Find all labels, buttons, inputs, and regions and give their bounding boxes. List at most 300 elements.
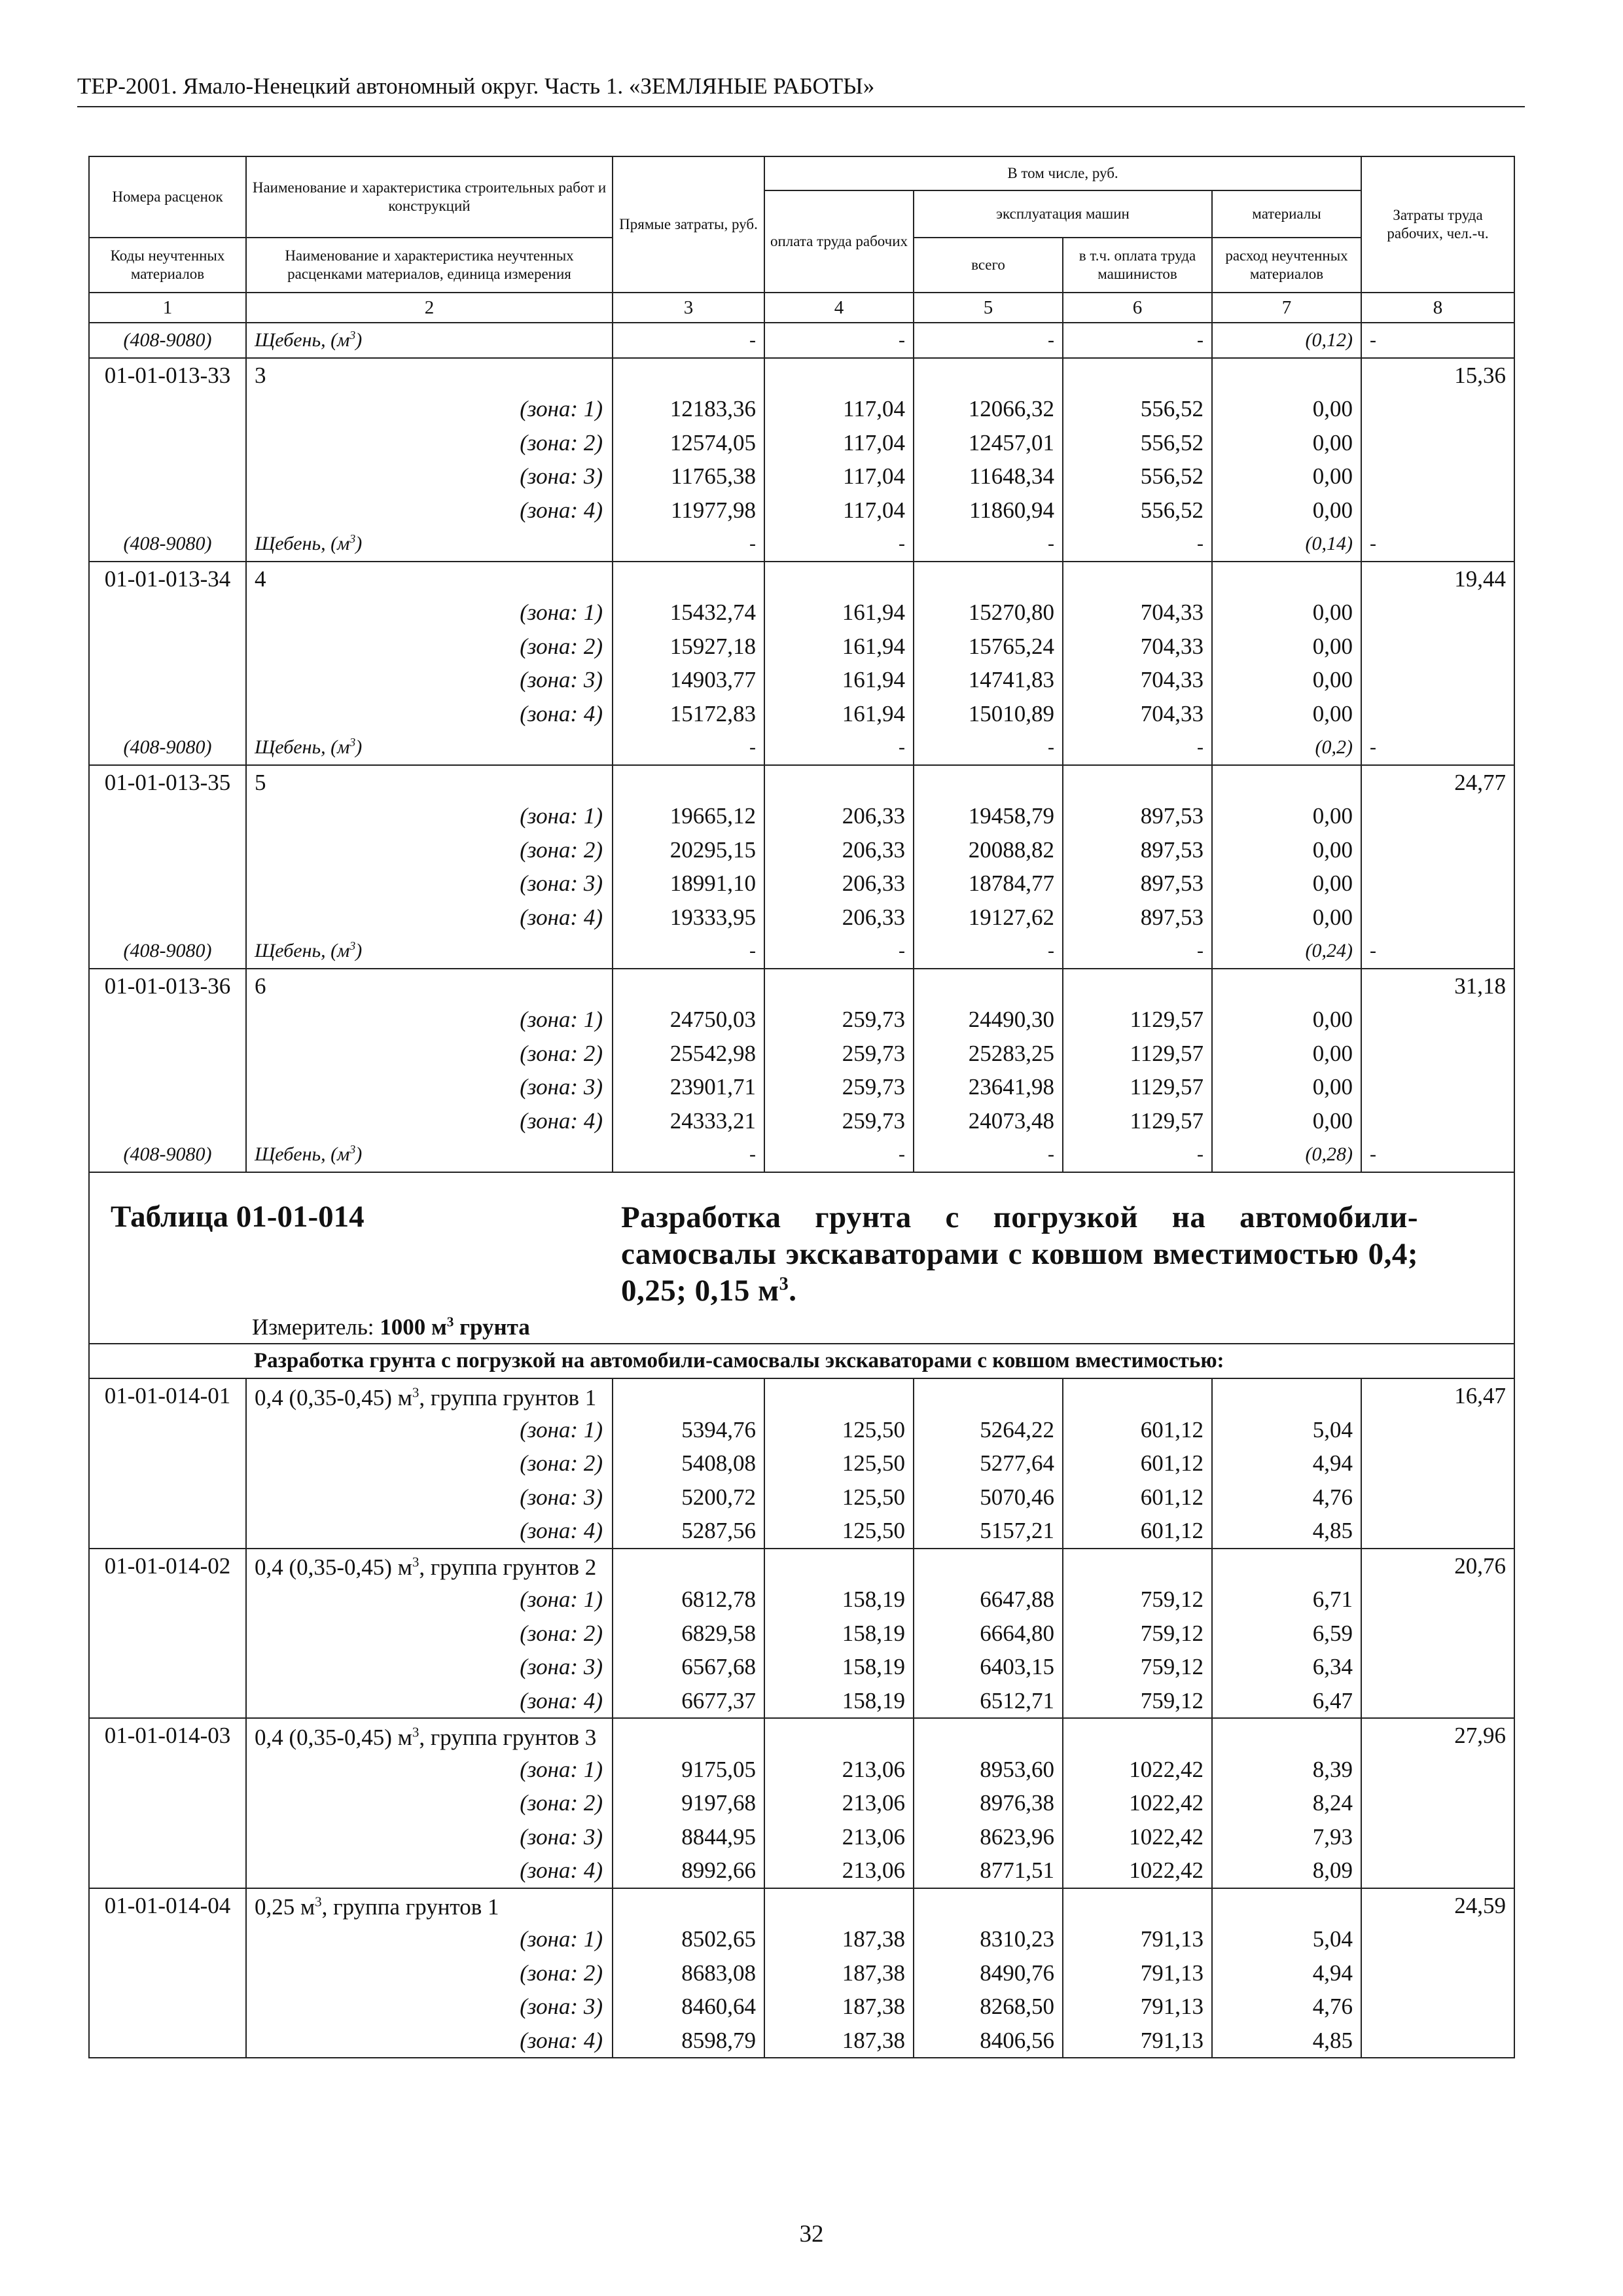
labor-costs: 27,96 xyxy=(1361,1718,1514,1753)
empty-cell xyxy=(613,562,764,596)
direct-costs: 15927,18 xyxy=(613,630,764,664)
operator-pay: 704,33 xyxy=(1063,697,1212,731)
operator-pay: 556,52 xyxy=(1063,392,1212,426)
operator-pay: 791,13 xyxy=(1063,2024,1212,2058)
empty-cell xyxy=(613,969,764,1003)
machine-total: 15270,80 xyxy=(914,596,1063,630)
header-labor-pay: оплата труда рабочих xyxy=(764,190,914,293)
material-code: (408-9080) xyxy=(89,730,246,765)
direct-costs: 8502,65 xyxy=(613,1922,764,1956)
zone-row xyxy=(89,1104,1514,1138)
empty-cell xyxy=(764,562,914,596)
labor-pay: 259,73 xyxy=(764,1070,914,1104)
operator-pay: 897,53 xyxy=(1063,901,1212,935)
zone-label: (зона: 1) xyxy=(246,1413,613,1447)
col-number: 5 xyxy=(914,293,1063,323)
zone-label: (зона: 2) xyxy=(246,1786,613,1820)
material-dash: - xyxy=(1063,1138,1212,1172)
zone-label: (зона: 3) xyxy=(246,459,613,493)
empty-cell xyxy=(1361,1820,1514,1854)
labor-pay: 161,94 xyxy=(764,697,914,731)
empty-cell xyxy=(89,392,246,426)
material-name: Щебень, $(м^3)$ xyxy=(246,934,613,969)
zone-row xyxy=(89,596,1514,630)
empty-cell xyxy=(89,596,246,630)
direct-costs: 8683,08 xyxy=(613,1956,764,1990)
col-number: 3 xyxy=(613,293,764,323)
rate-name: 0,4 (0,35-0,45) $м^3$, группа грунтов 1 xyxy=(246,1378,613,1413)
operator-pay: 759,12 xyxy=(1063,1684,1212,1719)
operator-pay: 897,53 xyxy=(1063,867,1212,901)
material-consumption: 4,94 xyxy=(1212,1446,1361,1480)
labor-pay: 125,50 xyxy=(764,1413,914,1447)
empty-cell xyxy=(89,1104,246,1138)
empty-cell xyxy=(1361,1786,1514,1820)
direct-costs: 15172,83 xyxy=(613,697,764,731)
machine-total: 8310,23 xyxy=(914,1922,1063,1956)
operator-pay: 759,12 xyxy=(1063,1617,1212,1651)
table-label: Таблица 01-01-014 xyxy=(111,1199,365,1234)
operator-pay: 897,53 xyxy=(1063,799,1212,833)
operator-pay: 791,13 xyxy=(1063,1990,1212,2024)
empty-cell xyxy=(89,1684,246,1719)
zone-row xyxy=(89,1617,1514,1651)
direct-costs: 19333,95 xyxy=(613,901,764,935)
empty-cell xyxy=(1361,596,1514,630)
rates-table-wrapper xyxy=(88,156,1514,2058)
direct-costs: 24750,03 xyxy=(613,1003,764,1037)
direct-costs: 8598,79 xyxy=(613,2024,764,2058)
machine-total: 20088,82 xyxy=(914,833,1063,867)
operator-pay: 759,12 xyxy=(1063,1650,1212,1684)
zone-label: (зона: 2) xyxy=(246,1037,613,1071)
material-name: Щебень, $(м^3)$ xyxy=(246,730,613,765)
material-consumption: 0,00 xyxy=(1212,392,1361,426)
labor-pay: 213,06 xyxy=(764,1820,914,1854)
operator-pay: 556,52 xyxy=(1063,426,1212,460)
empty-cell xyxy=(1063,1888,1212,1923)
labor-pay: 125,50 xyxy=(764,1514,914,1549)
labor-pay: 213,06 xyxy=(764,1854,914,1888)
operator-pay: 1022,42 xyxy=(1063,1854,1212,1888)
machine-total: 12457,01 xyxy=(914,426,1063,460)
empty-cell xyxy=(89,493,246,528)
material-row xyxy=(89,730,1514,765)
zone-row xyxy=(89,1786,1514,1820)
labor-pay: 187,38 xyxy=(764,1956,914,1990)
zone-label: (зона: 1) xyxy=(246,1003,613,1037)
empty-cell xyxy=(1361,1753,1514,1787)
header-total: всего xyxy=(914,238,1063,293)
empty-cell xyxy=(89,1003,246,1037)
header-including: В том числе, руб. xyxy=(764,156,1361,190)
material-consumption: 0,00 xyxy=(1212,1037,1361,1071)
material-dash: - xyxy=(764,934,914,969)
direct-costs: 6829,58 xyxy=(613,1617,764,1651)
material-consumption: 0,00 xyxy=(1212,459,1361,493)
material-consumption: 4,94 xyxy=(1212,1956,1361,1990)
empty-cell xyxy=(1212,358,1361,393)
empty-cell xyxy=(1361,392,1514,426)
empty-cell xyxy=(1212,1888,1361,1923)
rate-code: 01-01-014-03 xyxy=(89,1718,246,1753)
labor-costs: 20,76 xyxy=(1361,1549,1514,1583)
material-dash: - xyxy=(914,323,1063,358)
material-tail: - xyxy=(1361,527,1514,562)
machine-total: 8771,51 xyxy=(914,1854,1063,1888)
machine-total: 8976,38 xyxy=(914,1786,1063,1820)
zone-label: (зона: 4) xyxy=(246,493,613,528)
material-consumption: 0,00 xyxy=(1212,1104,1361,1138)
zone-row xyxy=(89,459,1514,493)
labor-pay: 161,94 xyxy=(764,630,914,664)
operator-pay: 1129,57 xyxy=(1063,1104,1212,1138)
machine-total: 8953,60 xyxy=(914,1753,1063,1787)
direct-costs: 12183,36 xyxy=(613,392,764,426)
labor-pay: 259,73 xyxy=(764,1104,914,1138)
material-consumption: 8,39 xyxy=(1212,1753,1361,1787)
machine-total: 8490,76 xyxy=(914,1956,1063,1990)
empty-cell xyxy=(1063,1549,1212,1583)
machine-total: 5264,22 xyxy=(914,1413,1063,1447)
rate-row xyxy=(89,1718,1514,1753)
labor-pay: 158,19 xyxy=(764,1650,914,1684)
rate-row xyxy=(89,1549,1514,1583)
header-direct-costs: Прямые затраты, руб. xyxy=(613,156,764,293)
zone-label: (зона: 3) xyxy=(246,663,613,697)
zone-row xyxy=(89,493,1514,528)
zone-label: (зона: 2) xyxy=(246,1446,613,1480)
zone-row xyxy=(89,426,1514,460)
rate-code: 01-01-014-02 xyxy=(89,1549,246,1583)
zone-row xyxy=(89,1753,1514,1787)
empty-cell xyxy=(89,1786,246,1820)
machine-total: 5277,64 xyxy=(914,1446,1063,1480)
empty-cell xyxy=(914,562,1063,596)
material-dash: - xyxy=(1063,730,1212,765)
empty-cell xyxy=(1361,663,1514,697)
direct-costs: 20295,15 xyxy=(613,833,764,867)
zone-label: (зона: 1) xyxy=(246,1922,613,1956)
operator-pay: 704,33 xyxy=(1063,596,1212,630)
direct-costs: 6567,68 xyxy=(613,1650,764,1684)
empty-cell xyxy=(89,1650,246,1684)
zone-row xyxy=(89,1413,1514,1447)
zone-label: (зона: 3) xyxy=(246,1070,613,1104)
zone-label: (зона: 3) xyxy=(246,1990,613,2024)
operator-pay: 601,12 xyxy=(1063,1480,1212,1515)
labor-pay: 213,06 xyxy=(764,1753,914,1787)
rate-code: 01-01-013-36 xyxy=(89,969,246,1003)
rate-row xyxy=(89,969,1514,1003)
empty-cell xyxy=(89,799,246,833)
empty-cell xyxy=(89,1037,246,1071)
rate-row xyxy=(89,765,1514,800)
direct-costs: 6677,37 xyxy=(613,1684,764,1719)
labor-pay: 206,33 xyxy=(764,867,914,901)
material-code: (408-9080) xyxy=(89,934,246,969)
header-machine-operation: эксплуатация машин xyxy=(914,190,1212,238)
col-number: 2 xyxy=(246,293,613,323)
rate-name: 0,25 $м^3$, группа грунтов 1 xyxy=(246,1888,613,1923)
zone-row xyxy=(89,1854,1514,1888)
operator-pay: 791,13 xyxy=(1063,1922,1212,1956)
machine-total: 15765,24 xyxy=(914,630,1063,664)
labor-pay: 206,33 xyxy=(764,833,914,867)
labor-pay: 125,50 xyxy=(764,1446,914,1480)
empty-cell xyxy=(1361,1104,1514,1138)
labor-costs: 24,59 xyxy=(1361,1888,1514,1923)
empty-cell xyxy=(1361,833,1514,867)
zone-label: (зона: 2) xyxy=(246,833,613,867)
empty-cell xyxy=(89,1956,246,1990)
empty-cell xyxy=(1361,1956,1514,1990)
zone-label: (зона: 2) xyxy=(246,426,613,460)
zone-row xyxy=(89,1070,1514,1104)
material-dash: - xyxy=(613,527,764,562)
material-consumption: 4,76 xyxy=(1212,1480,1361,1515)
rates-table xyxy=(88,156,1515,2058)
material-consumption: 0,00 xyxy=(1212,867,1361,901)
material-consumption: 6,47 xyxy=(1212,1684,1361,1719)
machine-total: 19127,62 xyxy=(914,901,1063,935)
labor-costs: 31,18 xyxy=(1361,969,1514,1003)
zone-row xyxy=(89,1990,1514,2024)
labor-pay: 125,50 xyxy=(764,1480,914,1515)
machine-total: 11860,94 xyxy=(914,493,1063,528)
empty-cell xyxy=(764,969,914,1003)
header-materials: материалы xyxy=(1212,190,1361,238)
machine-total: 5070,46 xyxy=(914,1480,1063,1515)
empty-cell xyxy=(914,969,1063,1003)
empty-cell xyxy=(89,833,246,867)
empty-cell xyxy=(914,1718,1063,1753)
material-consumption: 6,71 xyxy=(1212,1583,1361,1617)
empty-cell xyxy=(1063,358,1212,393)
table-heading xyxy=(89,1172,1514,1344)
machine-total: 8406,56 xyxy=(914,2024,1063,2058)
header-labor-costs: Затраты труда рабочих, чел.-ч. xyxy=(1361,156,1514,293)
operator-pay: 1129,57 xyxy=(1063,1003,1212,1037)
empty-cell xyxy=(764,358,914,393)
empty-cell xyxy=(89,697,246,731)
zone-label: (зона: 2) xyxy=(246,1617,613,1651)
rate-row xyxy=(89,1378,1514,1413)
zone-label: (зона: 4) xyxy=(246,1514,613,1549)
material-consumption: 0,00 xyxy=(1212,1003,1361,1037)
empty-cell xyxy=(89,1753,246,1787)
machine-total: 19458,79 xyxy=(914,799,1063,833)
empty-cell xyxy=(89,2024,246,2058)
rate-code: 01-01-013-35 xyxy=(89,765,246,800)
operator-pay: 759,12 xyxy=(1063,1583,1212,1617)
empty-cell xyxy=(613,358,764,393)
zone-row xyxy=(89,2024,1514,2058)
material-code: (408-9080) xyxy=(89,1138,246,1172)
material-name: Щебень, $(м^3)$ xyxy=(246,323,613,358)
empty-cell xyxy=(1361,1650,1514,1684)
zone-label: (зона: 1) xyxy=(246,1583,613,1617)
labor-pay: 117,04 xyxy=(764,426,914,460)
material-dash: - xyxy=(1063,323,1212,358)
empty-cell xyxy=(1361,799,1514,833)
operator-pay: 704,33 xyxy=(1063,663,1212,697)
material-dash: - xyxy=(914,527,1063,562)
direct-costs: 9175,05 xyxy=(613,1753,764,1787)
table-description: Разработка грунта с погрузкой на автомобили-самосвалы экскаваторами с ковшом вместимостью 0,4; 0,25; 0,15 $м^3$. xyxy=(621,1200,1418,1308)
empty-cell xyxy=(1212,1549,1361,1583)
zone-row xyxy=(89,1684,1514,1719)
zone-row xyxy=(89,1037,1514,1071)
zone-row xyxy=(89,663,1514,697)
empty-cell xyxy=(1361,901,1514,935)
empty-cell xyxy=(1361,459,1514,493)
empty-cell xyxy=(1212,1378,1361,1413)
labor-pay: 158,19 xyxy=(764,1684,914,1719)
table-measure: Измеритель: 1000 $м^3$ грунта xyxy=(252,1313,530,1340)
empty-cell xyxy=(1361,1003,1514,1037)
operator-pay: 1022,42 xyxy=(1063,1786,1212,1820)
empty-cell xyxy=(1361,1583,1514,1617)
operator-pay: 556,52 xyxy=(1063,459,1212,493)
material-tail: - xyxy=(1361,730,1514,765)
zone-row xyxy=(89,1956,1514,1990)
empty-cell xyxy=(1212,969,1361,1003)
material-dash: - xyxy=(764,1138,914,1172)
operator-pay: 897,53 xyxy=(1063,833,1212,867)
zone-row xyxy=(89,1446,1514,1480)
material-consumption: 0,00 xyxy=(1212,901,1361,935)
empty-cell xyxy=(89,663,246,697)
empty-cell xyxy=(89,1583,246,1617)
empty-cell xyxy=(89,1617,246,1651)
rate-code: 01-01-013-34 xyxy=(89,562,246,596)
material-consumption: 8,24 xyxy=(1212,1786,1361,1820)
page-number: 32 xyxy=(799,2221,824,2248)
zone-row xyxy=(89,901,1514,935)
empty-cell xyxy=(914,765,1063,800)
labor-pay: 187,38 xyxy=(764,2024,914,2058)
machine-total: 24490,30 xyxy=(914,1003,1063,1037)
rate-code: 01-01-013-33 xyxy=(89,358,246,393)
machine-total: 15010,89 xyxy=(914,697,1063,731)
col-number: 7 xyxy=(1212,293,1361,323)
labor-pay: 187,38 xyxy=(764,1990,914,2024)
direct-costs: 24333,21 xyxy=(613,1104,764,1138)
material-row xyxy=(89,527,1514,562)
material-value: (0,12) xyxy=(1212,323,1361,358)
material-tail: - xyxy=(1361,934,1514,969)
material-consumption: 7,93 xyxy=(1212,1820,1361,1854)
direct-costs: 23901,71 xyxy=(613,1070,764,1104)
empty-cell xyxy=(1063,969,1212,1003)
direct-costs: 5200,72 xyxy=(613,1480,764,1515)
direct-costs: 11765,38 xyxy=(613,459,764,493)
machine-total: 24073,48 xyxy=(914,1104,1063,1138)
labor-pay: 161,94 xyxy=(764,596,914,630)
machine-total: 6512,71 xyxy=(914,1684,1063,1719)
empty-cell xyxy=(89,1480,246,1515)
empty-cell xyxy=(1361,1446,1514,1480)
empty-cell xyxy=(1212,765,1361,800)
col-number: 4 xyxy=(764,293,914,323)
direct-costs: 5408,08 xyxy=(613,1446,764,1480)
labor-costs: 15,36 xyxy=(1361,358,1514,393)
col-number: 6 xyxy=(1063,293,1212,323)
zone-label: (зона: 1) xyxy=(246,799,613,833)
zone-row xyxy=(89,1820,1514,1854)
operator-pay: 601,12 xyxy=(1063,1446,1212,1480)
section-title: Разработка грунта с погрузкой на автомобили-самосвалы экскаваторами с ковшом вместимостью: xyxy=(246,1344,1514,1379)
operator-pay: 601,12 xyxy=(1063,1413,1212,1447)
labor-pay: 117,04 xyxy=(764,459,914,493)
direct-costs: 14903,77 xyxy=(613,663,764,697)
rate-name: 6 xyxy=(246,969,613,1003)
material-name: Щебень, $(м^3)$ xyxy=(246,527,613,562)
rate-code: 01-01-014-04 xyxy=(89,1888,246,1923)
zone-label: (зона: 3) xyxy=(246,1480,613,1515)
zone-label: (зона: 4) xyxy=(246,1684,613,1719)
operator-pay: 1129,57 xyxy=(1063,1070,1212,1104)
zone-label: (зона: 3) xyxy=(246,1650,613,1684)
material-consumption: 0,00 xyxy=(1212,630,1361,664)
material-consumption: 0,00 xyxy=(1212,833,1361,867)
material-consumption: 0,00 xyxy=(1212,1070,1361,1104)
labor-pay: 158,19 xyxy=(764,1583,914,1617)
empty-cell xyxy=(1063,1718,1212,1753)
empty-cell xyxy=(1063,765,1212,800)
direct-costs: 5394,76 xyxy=(613,1413,764,1447)
machine-total: 8268,50 xyxy=(914,1990,1063,2024)
operator-pay: 1022,42 xyxy=(1063,1820,1212,1854)
rate-name: 5 xyxy=(246,765,613,800)
operator-pay: 601,12 xyxy=(1063,1514,1212,1549)
rate-name: 3 xyxy=(246,358,613,393)
material-dash: - xyxy=(1063,527,1212,562)
empty-cell xyxy=(1361,1990,1514,2024)
material-dash: - xyxy=(914,1138,1063,1172)
material-dash: - xyxy=(613,934,764,969)
labor-pay: 259,73 xyxy=(764,1037,914,1071)
material-tail: - xyxy=(1361,1138,1514,1172)
material-consumption: 6,59 xyxy=(1212,1617,1361,1651)
empty-cell xyxy=(1361,1037,1514,1071)
machine-total: 5157,21 xyxy=(914,1514,1063,1549)
empty-cell xyxy=(1361,493,1514,528)
empty-cell xyxy=(1361,2024,1514,2058)
material-consumption: 5,04 xyxy=(1212,1922,1361,1956)
running-header: ТЕР-2001. Ямало-Ненецкий автономный округ. Часть 1. «ЗЕМЛЯНЫЕ РАБОТЫ» xyxy=(77,71,1525,107)
empty-cell xyxy=(764,1888,914,1923)
material-consumption: 0,00 xyxy=(1212,663,1361,697)
machine-total: 14741,83 xyxy=(914,663,1063,697)
material-dash: - xyxy=(1063,934,1212,969)
col-number: 8 xyxy=(1361,293,1514,323)
material-consumption: 4,76 xyxy=(1212,1990,1361,2024)
empty-cell xyxy=(89,1413,246,1447)
empty-cell xyxy=(1361,630,1514,664)
operator-pay: 1022,42 xyxy=(1063,1753,1212,1787)
material-dash: - xyxy=(613,323,764,358)
machine-total: 23641,98 xyxy=(914,1070,1063,1104)
header-material-names: Наименование и характеристика неучтенных расценками материалов, единица измерения xyxy=(246,238,613,293)
empty-cell xyxy=(89,1820,246,1854)
rate-code: 01-01-014-01 xyxy=(89,1378,246,1413)
zone-label: (зона: 2) xyxy=(246,1956,613,1990)
rate-row xyxy=(89,562,1514,596)
header-rate-numbers: Номера расценок xyxy=(89,156,246,238)
empty-cell xyxy=(1361,1070,1514,1104)
